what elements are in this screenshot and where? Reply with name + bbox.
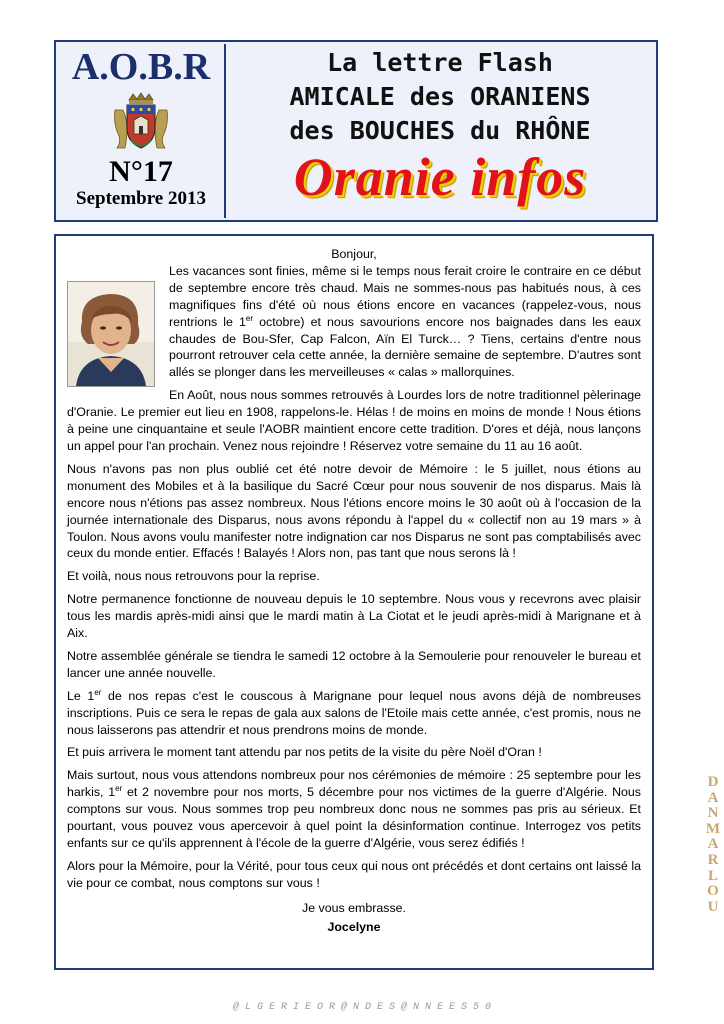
side-credit [703, 775, 723, 915]
paragraph-reprise: Et voilà, nous nous retrouvons pour la reprise. [67, 569, 320, 584]
side-credit-letter: R [707, 851, 719, 868]
side-credit-letter: L [707, 867, 718, 884]
paragraph-ceremonies: Mais surtout, nous vous attendons nombreux pour nos cérémonies de mémoire : 25 septembre pour les harkis, 1er et 2 novembre pour nos morts, 5 décembre pour nos victimes de la guerre d'Algérie. Nous comptons sur vous. Nous sommes trop peu nombreux donc nous ne sommes pas pris au sérieux. Et pourtant, vous pouvez vous apercevoir à quel point la désinformation continue. Interrogez vos petits enfants sur ce qu'ils apprennent à l'école de la guerre d'Algérie, vous serez édifiés ! [67, 768, 641, 850]
side-credit-letter: A [707, 836, 719, 853]
headline-line-1: La lettre Flash [327, 48, 553, 77]
issue-date: Septembre 2013 [76, 188, 206, 209]
paragraph-pere-noel: Et puis arrivera le moment tant attendu par nos petits de la visite du père Noël d'Oran ! [67, 745, 542, 760]
newsletter-brand: Oranie infos [293, 147, 587, 207]
letter-body [54, 234, 654, 970]
intro-paragraph: Les vacances sont finies, même si le temps nous ferait croire le contraire en ce début de septembre encore très chaud. Mais ne sommes-nous pas habitués nous, à ces magnifiques fins d'été où nous étions encore en vacances (rappelez-vous, nous rentrions le 1er octobre) et nous savourions encore nos baignades dans les eaux chaudes de Bou-Sfer, Cap Falcon, Aïn El Turck… ? Tiens, certains d'entre nous pourront retrouver cela cette année, la dernière semaine de septembre. D'autres sont allés se plonger dans les merveilleuses « calas » mallorquines. [169, 263, 641, 380]
side-credit-letter: N [707, 805, 719, 822]
greeting: Bonjour, [331, 247, 377, 261]
signature: Jocelyne [327, 919, 381, 934]
paragraph-repas: Le 1er de nos repas c'est le couscous à Marignane pour lequel nous avons déjà de nombreuses inscriptions. Puis ce sera le repas de gala aux salons de l'Etoile mais cette année, c'est promis, nous ne nous laisserons pas attendrir et nous prendrons moins de monde. [67, 687, 641, 737]
masthead [54, 40, 658, 222]
side-credit-letter: D [707, 774, 719, 790]
headline-line-2: AMICALE des ORANIENS [289, 82, 591, 111]
side-credit-letter: A [707, 789, 719, 806]
side-credit-letter: O [707, 883, 719, 900]
masthead-title-panel [228, 46, 652, 216]
side-credit-letter: M [705, 820, 721, 837]
paragraph-appel: Alors pour la Mémoire, pour la Vérité, pour tous ceux qui nous ont précédés et dont certains ont laissé la vie pour ce combat, nous comptons sur vous ! [67, 858, 641, 890]
paragraph-lourdes: En Août, nous nous sommes retrouvés à Lourdes lors de notre traditionnel pèlerinage d'Oranie. Le premier eut lieu en 1908, rappelons-le. Hélas ! de moins en moins de monde ! Nous étions à peine une cinquantaine et seule l'AOBR maintient encore cette tradition. D'ores et déjà, nous lançons un appel pour l'an prochain. Venez nous rejoindre ! Réservez votre semaine du 11 au 16 août. [67, 388, 641, 453]
coat-of-arms-icon [109, 90, 173, 154]
issue-number: N°17 [109, 155, 173, 188]
headline-line-3: des BOUCHES du RHÔNE [289, 116, 591, 145]
footer-text: @ L G E R I E O R @ N D E S @ N N E E S 5 0 [232, 1002, 492, 1013]
paragraph-memoire: Nous n'avons pas non plus oublié cet été notre devoir de Mémoire : le 5 juillet, nous étions au monument des Mobiles et à la basilique du Sacré Cœur pour nous souvenir de nos disparus. Mais là encore nous n'étions pas assez nombreux. Nous l'étions encore moins le 30 août où à l'occasion de la journée internationale des Disparus, nous avons répondu à l'appel du « collectif non au 19 mars » à Toulon. Nous avons voulu manifester notre indignation car nos Disparus ne sont pas comptabilisés avec ceux du monde entier. Effacés ! Balayés ! Alors non, pas tant que nous serons là ! [67, 461, 641, 561]
paragraph-assemblee: Notre assemblée générale se tiendra le samedi 12 octobre à la Semoulerie pour renouveler le bureau et lancer une année nouvelle. [67, 648, 641, 680]
masthead-left-panel [58, 44, 226, 218]
author-photo [67, 281, 155, 387]
org-acronym: A.O.B.R [71, 46, 211, 88]
paragraph-permanence: Notre permanence fonctionne de nouveau depuis le 10 septembre. Nous vous y recevrons avec plaisir tous les mardis après-midi ainsi que le mardi matin à La Ciotat et le jeudi après-midi à Marignane et à Aix. [67, 592, 641, 641]
side-credit-letter: U [707, 898, 719, 915]
closing: Je vous embrasse. [302, 900, 406, 915]
